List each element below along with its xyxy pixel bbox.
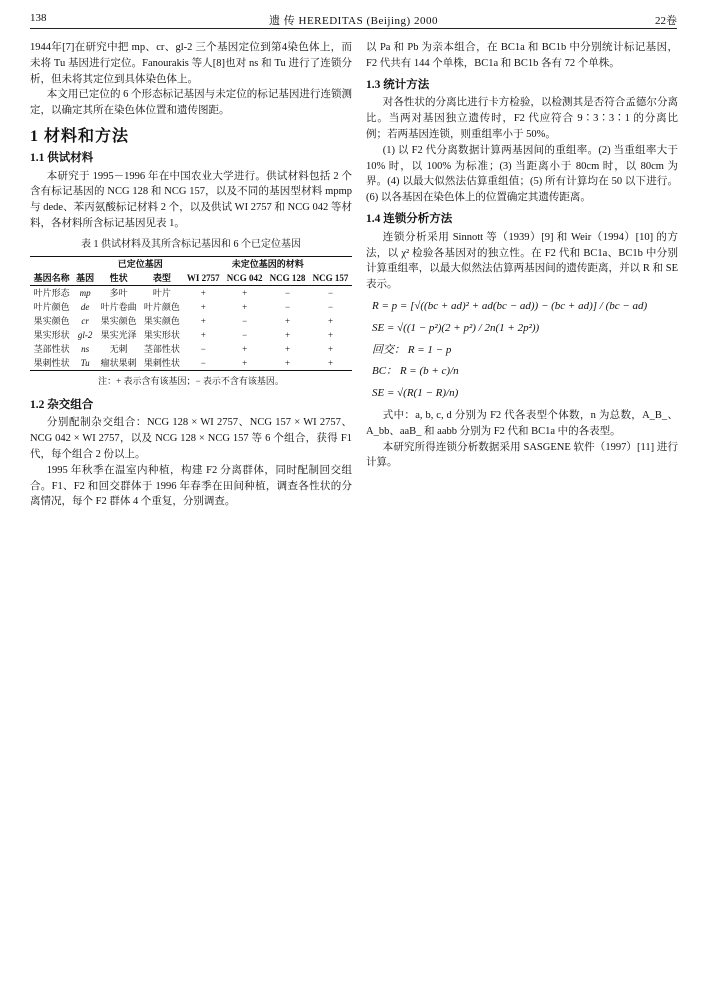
symbol-definitions: 式中：a, b, c, d 分别为 F2 代各表型个体数，n 为总数，A_B_、A_bb、aaB_ 和 aabb 分别为 F2 代和 BC1a 中的各表型。 xyxy=(366,409,678,437)
section-1-heading: 1 材料和方法 xyxy=(30,127,130,145)
table-row xyxy=(30,328,352,342)
table-cell: 茎部性状 xyxy=(33,343,70,354)
table-col-header: WI 2757 xyxy=(186,272,220,283)
table-cell: + xyxy=(200,315,206,326)
table-cell: + xyxy=(200,301,206,312)
subsection-1-1-heading: 1.1 供试材料 xyxy=(30,151,94,164)
subsection-1-3-paragraph-2: (1) 以 F2 代分离数据计算两基因间的重组率。(2) 当重组率大于 10% 时，以 100% 为标准；(3) 当距离小于 80cm 时，以 80cm 为界。(4) 以最大似然法估算重组值；(5) 所有计算均在 50 以下进行。(6) 以各基因在染色体上的位置确定其遗传距离。 xyxy=(366,144,678,204)
table-row xyxy=(30,356,352,371)
subsection-1-3-paragraph-1: 对各性状的分离比进行卡方检验，以检测其是否符合孟德尔分离比。当两对基因独立遗传时，F2 代应符合 9∶3∶3∶1 的分离比例；若两基因连锁，则重组率小于 50%。 xyxy=(366,97,678,140)
table-cell: Tu xyxy=(80,357,90,368)
equation-body: R = 1 − p xyxy=(407,343,452,356)
intro-paragraph-1: 1944年[7]在研究中把 mp、cr、gl-2 三个基因定位到第4染色体上，而未将 Tu 基因进行定位。Fanourakis 等人[8]也对 ns 和 Tu 进行了连锁分析，但未将其定位到具体染色体上。 xyxy=(30,42,352,85)
table-1-note: 注：+ 表示含有该基因；− 表示不含有该基因。 xyxy=(98,375,284,386)
table-cell: + xyxy=(200,287,206,298)
table-1-body xyxy=(30,285,352,370)
table-cell: − xyxy=(200,343,206,354)
table-cell: + xyxy=(285,315,291,326)
table-cell: 叶片颜色 xyxy=(33,301,70,312)
table-cell: − xyxy=(200,357,206,368)
table-cell: 叶片颜色 xyxy=(143,301,180,312)
table-col-header: 基因 xyxy=(76,272,95,283)
subsection-1-2-paragraph-1: 分别配制杂交组合：NCG 128 × WI 2757、NCG 157 × WI 2757、NCG 042 × WI 2757，以及 NCG 128 × NCG 157 等 6 个组合，获得 F1 代，每个组合 2 份以上。 xyxy=(30,417,352,460)
right-column xyxy=(366,40,678,471)
table-cell: 果实颜色 xyxy=(143,315,180,326)
table-group-header-2: 未定位基因的材料 xyxy=(231,258,304,269)
table-cell: 果实颜色 xyxy=(100,315,137,326)
table-cell: + xyxy=(242,357,248,368)
volume-label: 22卷 xyxy=(655,15,677,27)
table-cell: − xyxy=(285,301,291,312)
table-cell: 叶片形态 xyxy=(33,287,70,298)
intro-paragraph-2: 本文用已定位的 6 个形态标记基因与未定位的标记基因进行连锁测定，以确定其所在染色体位置和遗传图距。 xyxy=(30,89,352,117)
table-row xyxy=(30,300,352,314)
table-col-header: NCG 157 xyxy=(312,272,349,283)
table-cell: gl-2 xyxy=(77,329,93,340)
table-row xyxy=(30,314,352,328)
subsection-1-2-paragraph-2: 1995 年秋季在温室内种植，构建 F2 分离群体，同时配制回交组合。F1、F2 和回交群体于 1996 年春季在田间种植，调查各性状的分离情况，每个 F2 群体 4 个重复，分别调查。 xyxy=(30,464,352,508)
equation-standard-error: SE = √((1 − p²)(2 + p²) / 2n(1 + 2p²)) xyxy=(372,321,540,334)
equation-label: 回交： xyxy=(372,343,405,356)
equation-label: BC： xyxy=(372,365,398,378)
equation-body: R = (b + c)/n xyxy=(399,365,459,378)
table-cell: 茎部性状 xyxy=(143,343,180,354)
table-cell: + xyxy=(285,357,291,368)
table-cell: 多叶 xyxy=(109,287,128,298)
table-cell: − xyxy=(285,287,291,298)
right-paragraph-1: 以 Pa 和 Pb 为亲本组合，在 BC1a 和 BC1b 中分别统计标记基因，F2 代共有 144 个单株，BC1a 和 BC1b 各有 72 个单株。 xyxy=(366,42,678,69)
table-cell: + xyxy=(242,287,248,298)
equation-bc xyxy=(366,364,678,380)
subsection-1-4-heading: 1.4 连锁分析方法 xyxy=(366,212,453,225)
page-number: 138 xyxy=(30,12,47,24)
table-cell: + xyxy=(285,329,291,340)
running-header xyxy=(30,10,677,30)
table-cell: 果刺性状 xyxy=(33,357,70,368)
table-1 xyxy=(30,256,352,371)
table-cell: + xyxy=(242,301,248,312)
table-cell: cr xyxy=(81,315,89,326)
table-cell: 果刺性状 xyxy=(143,357,180,368)
table-col-header: NCG 042 xyxy=(226,272,263,283)
subsection-1-2-heading: 1.2 杂交组合 xyxy=(30,398,94,411)
table-col-header: 性状 xyxy=(109,272,128,283)
table-1-caption: 表 1 供试材料及其所含标记基因和 6 个已定位基因 xyxy=(81,238,301,250)
table-cell: + xyxy=(327,343,334,354)
table-cell: 无刺 xyxy=(109,343,128,354)
table-cell: + xyxy=(200,329,206,340)
table-cell: + xyxy=(327,357,334,368)
left-column xyxy=(30,40,352,510)
subsection-1-1-text: 本研究于 1995－1996 年在中国农业大学进行。供试材料包括 2 个含有标记基因的 NCG 128 和 NCG 157，以及不同的基因型材料 mpmp 与 dede、苯丙氨酸标记材料 2 个，以及供试 WI 2757 和 NCG 042 等材料，各材料所含标记基因见表 1。 xyxy=(30,170,352,229)
table-cell: − xyxy=(327,287,334,298)
table-group-header-1: 已定位基因 xyxy=(117,258,163,269)
table-cell: 果实形状 xyxy=(143,329,180,340)
table-cell: − xyxy=(242,315,248,326)
table-cell: ns xyxy=(81,343,90,354)
table-cell: 叶片卷曲 xyxy=(100,301,137,312)
table-cell: − xyxy=(242,329,248,340)
table-cell: 果实形状 xyxy=(33,329,70,340)
subsection-1-4-paragraph-1: 连锁分析采用 Sinnott 等（1939）[9] 和 Weir（1994）[10] 的方法，以 χ² 检验各基因对的独立性。在 F2 代和 BC1a、BC1b 中分别计算重组率，以最大似然法估算两基因间的遗传距离，并以 R 和 SE 表示。 xyxy=(366,231,678,291)
equation-recombination: R = p = [√((bc + ad)² + ad(bc − ad)) − (bc + ad)] / (bc − ad) xyxy=(372,299,648,312)
equation-se-bc: SE = √(R(1 − R)/n) xyxy=(372,387,459,400)
table-row xyxy=(30,342,352,356)
table-cell: + xyxy=(327,329,334,340)
table-cell: − xyxy=(327,301,334,312)
table-cell: de xyxy=(80,301,90,312)
equation-backcross xyxy=(366,343,678,359)
header-rule xyxy=(30,28,677,29)
table-row xyxy=(30,285,352,300)
table-cell: 果实颜色 xyxy=(33,315,70,326)
table-cell: + xyxy=(327,315,334,326)
software-paragraph: 本研究所得连锁分析数据采用 SASGENE 软件（1997）[11] 进行计算。 xyxy=(366,441,678,469)
table-col-header: 表型 xyxy=(152,272,171,283)
table-cell: mp xyxy=(79,287,91,298)
table-cell: 叶片 xyxy=(152,287,171,298)
table-cell: 瘤状果刺 xyxy=(100,357,137,368)
table-col-header: 基因名称 xyxy=(33,272,70,283)
subsection-1-3-heading: 1.3 统计方法 xyxy=(366,78,430,91)
journal-title: 遗 传 HEREDITAS (Beijing) 2000 xyxy=(269,15,438,27)
table-col-header: NCG 128 xyxy=(269,272,306,283)
table-cell: + xyxy=(285,343,291,354)
table-cell: + xyxy=(242,343,248,354)
table-cell: 果实光泽 xyxy=(100,329,137,340)
